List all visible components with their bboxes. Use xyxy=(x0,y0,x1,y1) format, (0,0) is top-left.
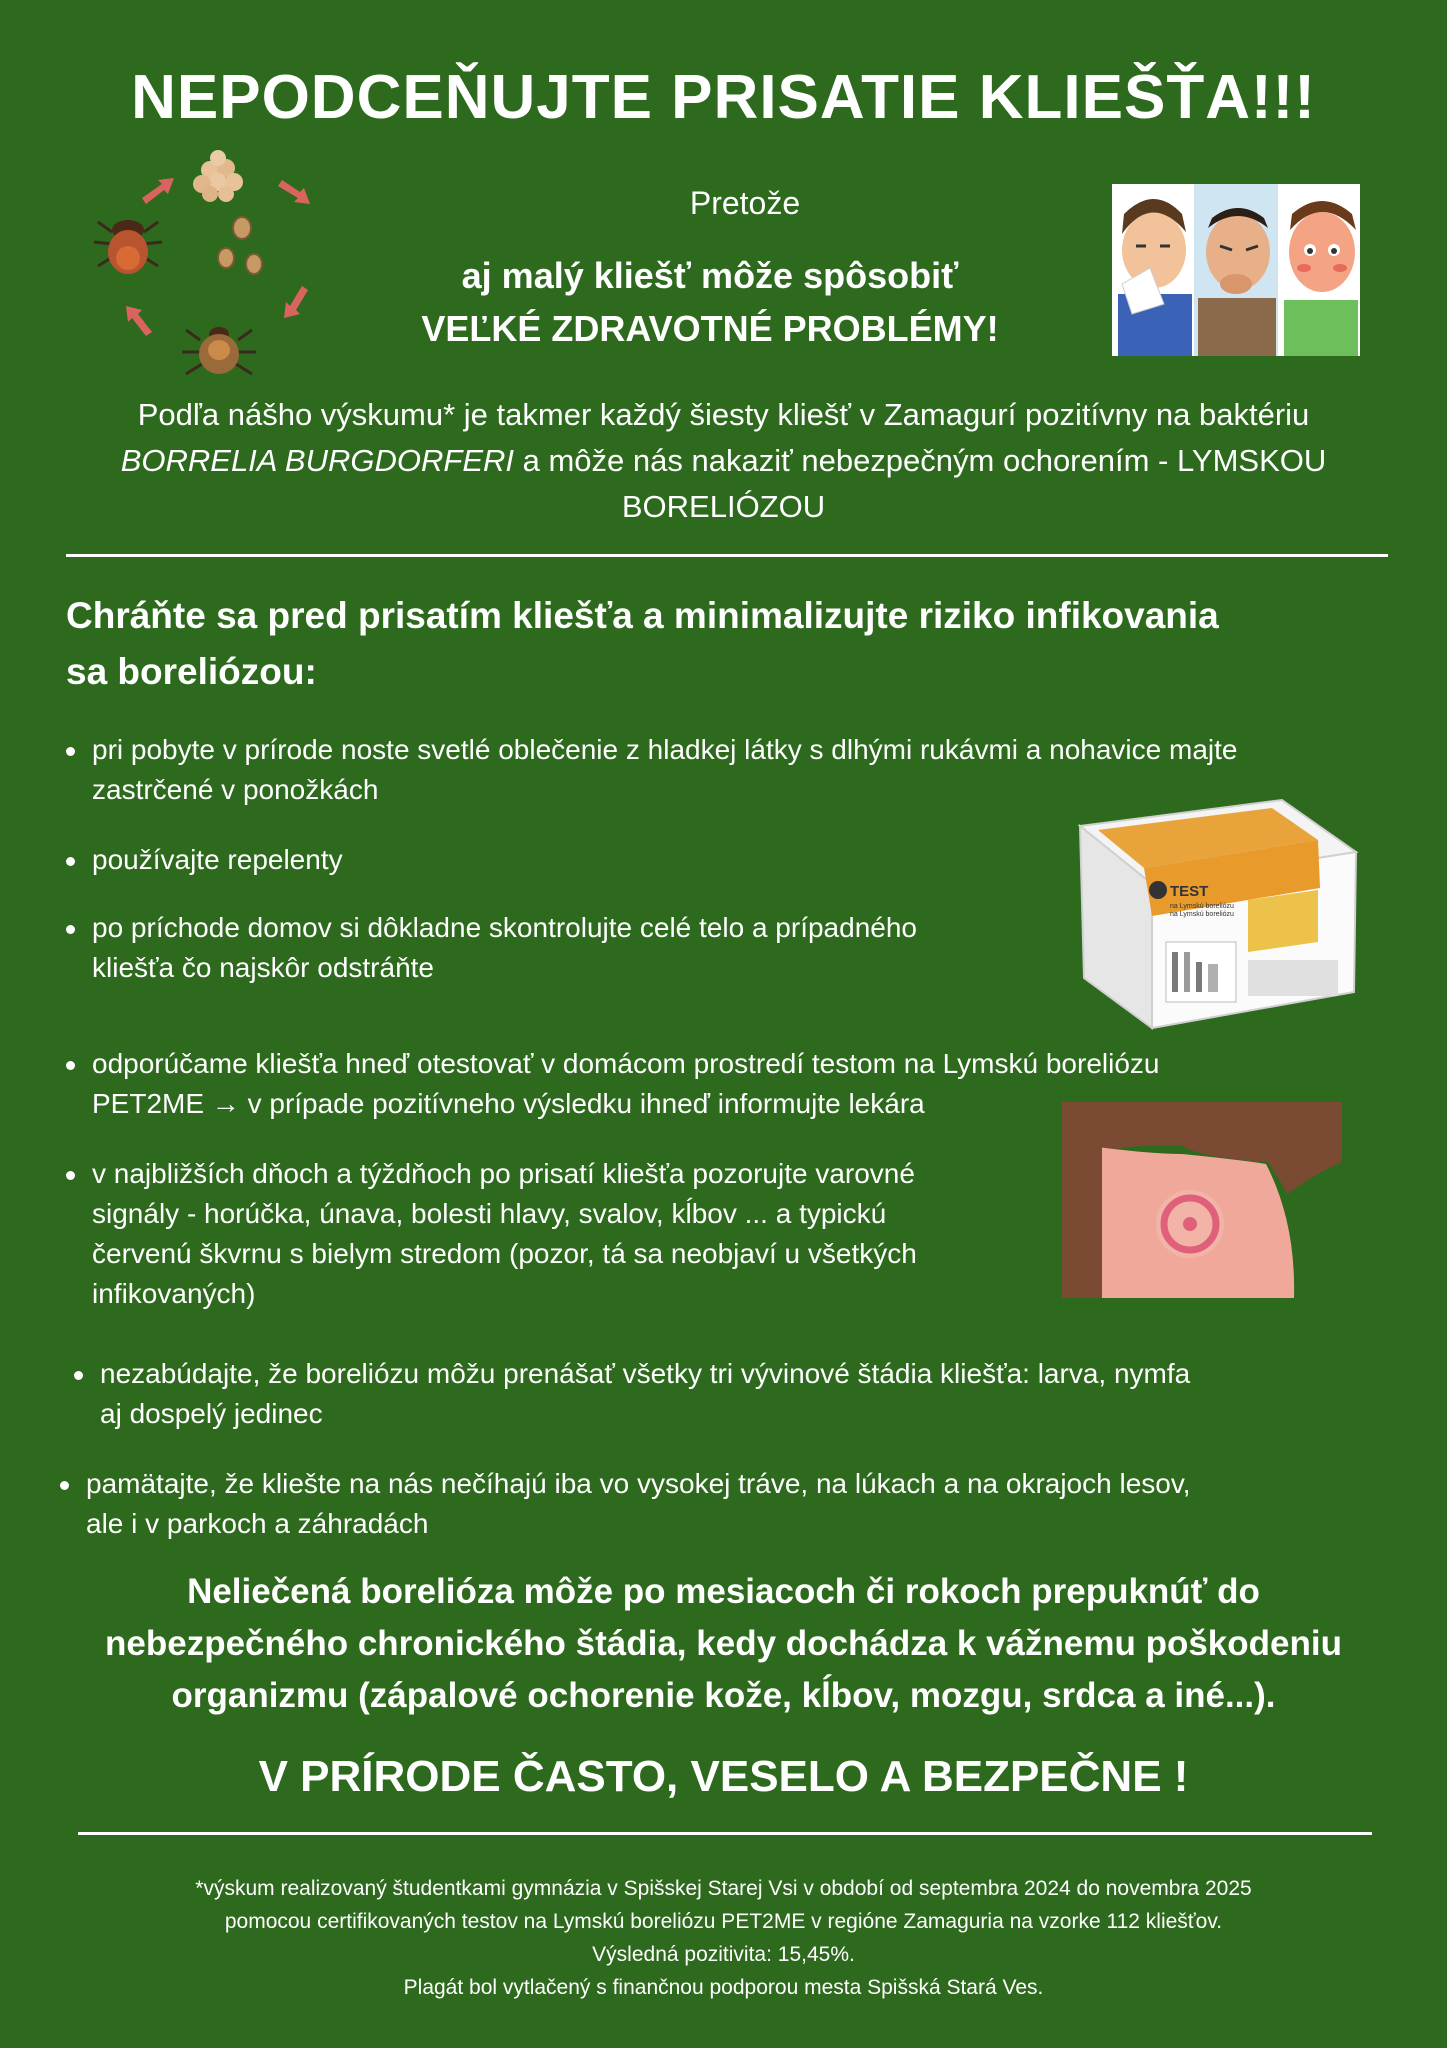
kit-sub-1: na Lymskú boreliózu xyxy=(1170,903,1234,910)
kit-label: TEST xyxy=(1170,883,1209,900)
poster-title: NEPODCEŇUJTE PRISATIE KLIEŠŤA!!! xyxy=(131,63,1316,132)
tip-line: používajte repelenty xyxy=(92,844,343,875)
research-line-3: BORELIÓZOU xyxy=(621,489,826,524)
warning-line-2: nebezpečného chronického štádia, kedy dochádza k vážnemu poškodeniu xyxy=(105,1624,1342,1663)
tip-line: odporúčame kliešťa hneď otestovať v domácom prostredí testom na Lymskú boreliózu xyxy=(92,1048,1160,1079)
tip-line: signály - horúčka, únava, bolesti hlavy, svalov, kĺbov ... a typickú xyxy=(92,1198,887,1229)
warning-line-3: organizmu (zápalové ochorenie kože, kĺbov, mozgu, srdca a iné...). xyxy=(171,1676,1276,1715)
tip-line: ale i v parkoch a záhradách xyxy=(86,1508,429,1539)
tick-life-cycle-illustration xyxy=(92,140,352,380)
protect-heading-line-2: sa boreliózou: xyxy=(66,651,317,692)
intro-line-2: VEĽKÉ ZDRAVOTNÉ PROBLÉMY! xyxy=(421,308,999,349)
intro-line-1: aj malý kliešť môže spôsobiť xyxy=(461,255,959,296)
nymph-tick-icon xyxy=(218,217,262,274)
bullet-dot xyxy=(60,1481,69,1490)
footer-note xyxy=(20,1872,1427,2004)
bullet-dot xyxy=(66,857,75,866)
footer-line-2: pomocou certifikovaných testov na Lymskú boreliózu PET2ME v regióne Zamaguria na vzorke 112 kliešťov. xyxy=(224,1910,1223,1933)
feverish-person-icon xyxy=(1284,201,1358,356)
tip-line: po príchode domov si dôkladne skontrolujte celé telo a prípadného xyxy=(92,912,917,943)
tip-line: infikovaných) xyxy=(92,1278,256,1309)
bullet-dot xyxy=(66,1171,75,1180)
footer-line-1: *výskum realizovaný študentkami gymnázia v Spišskej Starej Vsi v období od septembra 2024 do novembra 2025 xyxy=(195,1877,1252,1900)
research-line-2 xyxy=(20,438,1427,484)
tip-line: v najbližších dňoch a týždňoch po prisatí kliešťa pozorujte varovné xyxy=(92,1158,915,1189)
warning-line-1: Neliečená borelióza môže po mesiacoch či rokoch prepuknúť do xyxy=(187,1572,1260,1611)
tip-line: nezabúdajte, že boreliózu môžu prenášať všetky tri vývinové štádia kliešťa: larva, nymfa xyxy=(100,1358,1191,1389)
protect-heading xyxy=(66,588,1396,700)
top-divider xyxy=(66,554,1388,557)
slogan: V PRÍRODE ČASTO, VESELO A BEZPEČNE ! xyxy=(258,1752,1189,1801)
tip-line: PET2ME → v prípade pozitívneho výsledku ihneď informujte lekára xyxy=(92,1088,925,1119)
bacteria-name: BORRELIA BURGDORFERI xyxy=(120,443,515,478)
research-line-1: Podľa nášho výskumu* je takmer každý šiesty kliešť v Zamagurí pozitívny na baktériu xyxy=(137,397,1310,432)
research-paragraph xyxy=(20,392,1427,530)
tip-line: pri pobyte v prírode noste svetlé oblečenie z hladkej látky s dlhými rukávmi a nohavice majte xyxy=(92,734,1238,765)
tip-warning-signs xyxy=(92,1154,1052,1314)
intro-because: Pretože xyxy=(689,185,801,221)
footer-line-4: Plagát bol vytlačený s finančnou podporou mesta Spišská Stará Ves. xyxy=(403,1976,1044,1999)
tip-body-check xyxy=(92,908,1052,988)
tick-eggs-icon xyxy=(193,150,243,202)
tip-line: zastrčené v ponožkách xyxy=(92,774,379,805)
bullet-dot xyxy=(66,1061,75,1070)
tip-line: kliešťa čo najskôr odstráňte xyxy=(92,952,435,983)
bottom-divider xyxy=(78,1832,1372,1835)
tip-line: červenú škvrnu s bielym stredom (pozor, tá sa neobjaví u všetkých xyxy=(92,1238,917,1269)
sneezing-person-icon xyxy=(1118,199,1192,356)
bullet-dot xyxy=(74,1371,83,1380)
tip-locations xyxy=(86,1464,1416,1544)
kit-sub-2: na Lymskú boreliózu xyxy=(1170,911,1234,918)
tip-line: aj dospelý jedinec xyxy=(100,1398,323,1429)
protect-heading-line-1: Chráňte sa pred prisatím kliešťa a minimalizujte riziko infikovania xyxy=(66,595,1219,636)
tip-repellents xyxy=(92,840,992,880)
female-tick-icon xyxy=(182,327,256,374)
adult-tick-icon xyxy=(94,220,162,274)
bullet-dot xyxy=(66,925,75,934)
bullet-dot xyxy=(66,747,75,756)
tip-line: pamätajte, že kliešte na nás nečíhajú iba vo vysokej tráve, na lúkach a na okrajoch lesov, xyxy=(86,1468,1191,1499)
research-line-2-text: a môže nás nakaziť nebezpečným ochorením - LYMSKOU xyxy=(514,443,1327,478)
sick-people-illustration xyxy=(1112,184,1360,356)
erythema-rash-illustration xyxy=(1062,1102,1342,1298)
tip-life-stages xyxy=(100,1354,1420,1434)
chronic-warning xyxy=(20,1566,1427,1722)
test-kit-box-illustration xyxy=(1072,792,1362,1034)
footer-line-3: Výsledná pozitivita: 15,45%. xyxy=(592,1943,855,1966)
